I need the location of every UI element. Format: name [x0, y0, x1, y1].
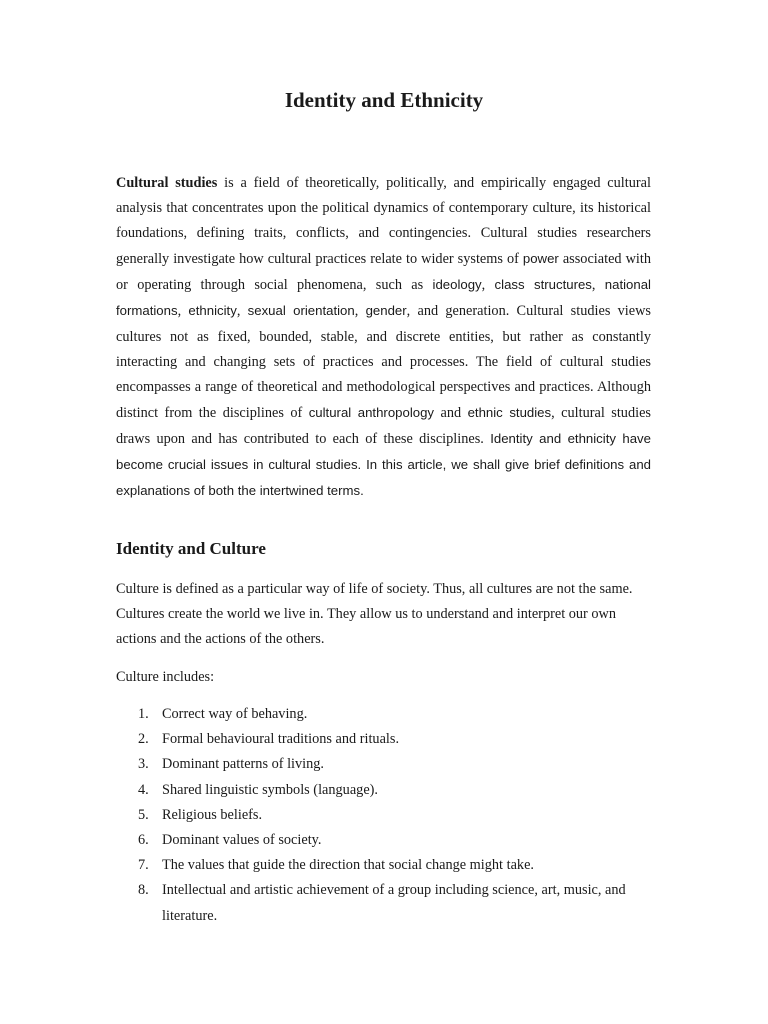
intro-closing-text: Identity and ethnicity have become crucial issues in cultural studies. In this article, we shall give brief definitions and explanations of both the intertwined terms.: [116, 430, 651, 499]
term-cultural-anthropology: cultural anthropology: [308, 404, 435, 420]
term-national-formations: national formations: [116, 277, 651, 319]
list-item: [116, 803, 646, 828]
list-item: [116, 702, 646, 727]
list-item: [116, 878, 646, 928]
separator: ,: [354, 303, 366, 320]
list-item-text: Formal behavioural traditions and rituals.: [162, 731, 400, 748]
term-ethnicity: ethnicity: [188, 303, 237, 319]
term-gender: gender: [365, 303, 407, 319]
list-item: [116, 752, 646, 777]
separator: ,: [177, 303, 189, 320]
list-item-number: 8.: [138, 882, 149, 899]
list-item-text: Religious beliefs.: [162, 806, 263, 823]
term-class-structures: class structures: [494, 277, 592, 293]
list-intro: Culture includes:: [116, 669, 215, 685]
term-sexual-orientation: sexual orientation: [247, 303, 355, 319]
list-item-text: Dominant values of society.: [162, 832, 322, 849]
list-item-number: 4.: [138, 781, 149, 798]
list-item-text: Correct way of behaving.: [162, 706, 308, 722]
list-item-number: 6.: [138, 832, 149, 849]
list-item-number: 7.: [138, 857, 149, 874]
separator: ,: [481, 277, 495, 294]
list-item-number: 3.: [138, 756, 149, 773]
intro-text: , cultural studies draws upon and has contributed to each of these disciplines.: [116, 404, 651, 447]
culture-paragraph: Culture is defined as a particular way of life of society. Thus, all cultures are not the same. Cultures create the world we live in. They allow us to understand and interpret our own actions and the actions of the others.: [116, 581, 633, 648]
separator: ,: [236, 303, 248, 320]
list-item: [116, 853, 646, 878]
section-heading: Identity and Culture: [116, 539, 266, 558]
intro-paragraph: [116, 171, 651, 504]
term-ethnic-studies: ethnic studies: [467, 404, 552, 420]
term-ideology: ideology: [432, 277, 482, 293]
list-item: [116, 828, 646, 853]
list-item-number: 2.: [138, 731, 149, 748]
intro-text: , and generation. Cultural studies views cultures not as fixed, bounded, stable, and discrete entities, but rather as constantly interacting and changing sets of practices and processes. The field of cultural studies encompasses a range of theoretical and methodological perspectives and practices. Although distinct from the disciplines of: [116, 303, 651, 421]
list-item-text: Shared linguistic symbols (language).: [162, 781, 379, 798]
intro-text: associated with or operating through social phenomena, such as: [116, 251, 651, 294]
intro-text: is a field of theoretically, politically, and empirically engaged cultural analysis that concentrates upon the political dynamics of contemporary culture, its historical foundations, defining traits, conflicts, and contingencies. Cultural studies researchers generally investigate how cultural practices relate to wider systems of: [116, 175, 651, 268]
term-power: power: [522, 251, 559, 267]
separator: ,: [591, 277, 605, 294]
list-item-text: The values that guide the direction that social change might take.: [162, 857, 534, 874]
list-item-number: 1.: [138, 706, 149, 722]
culture-list: [116, 702, 646, 929]
list-item-text: Dominant patterns of living.: [162, 756, 325, 773]
term-cultural-studies: Cultural studies: [116, 175, 218, 191]
intro-text: and: [434, 404, 468, 421]
page-title: Identity and Ethnicity: [284, 88, 484, 112]
list-item: [116, 778, 646, 803]
list-item: [116, 727, 646, 752]
list-item-text: Intellectual and artistic achievement of a group including science, art, music, and literature.: [162, 882, 626, 924]
list-item-number: 5.: [138, 806, 149, 823]
